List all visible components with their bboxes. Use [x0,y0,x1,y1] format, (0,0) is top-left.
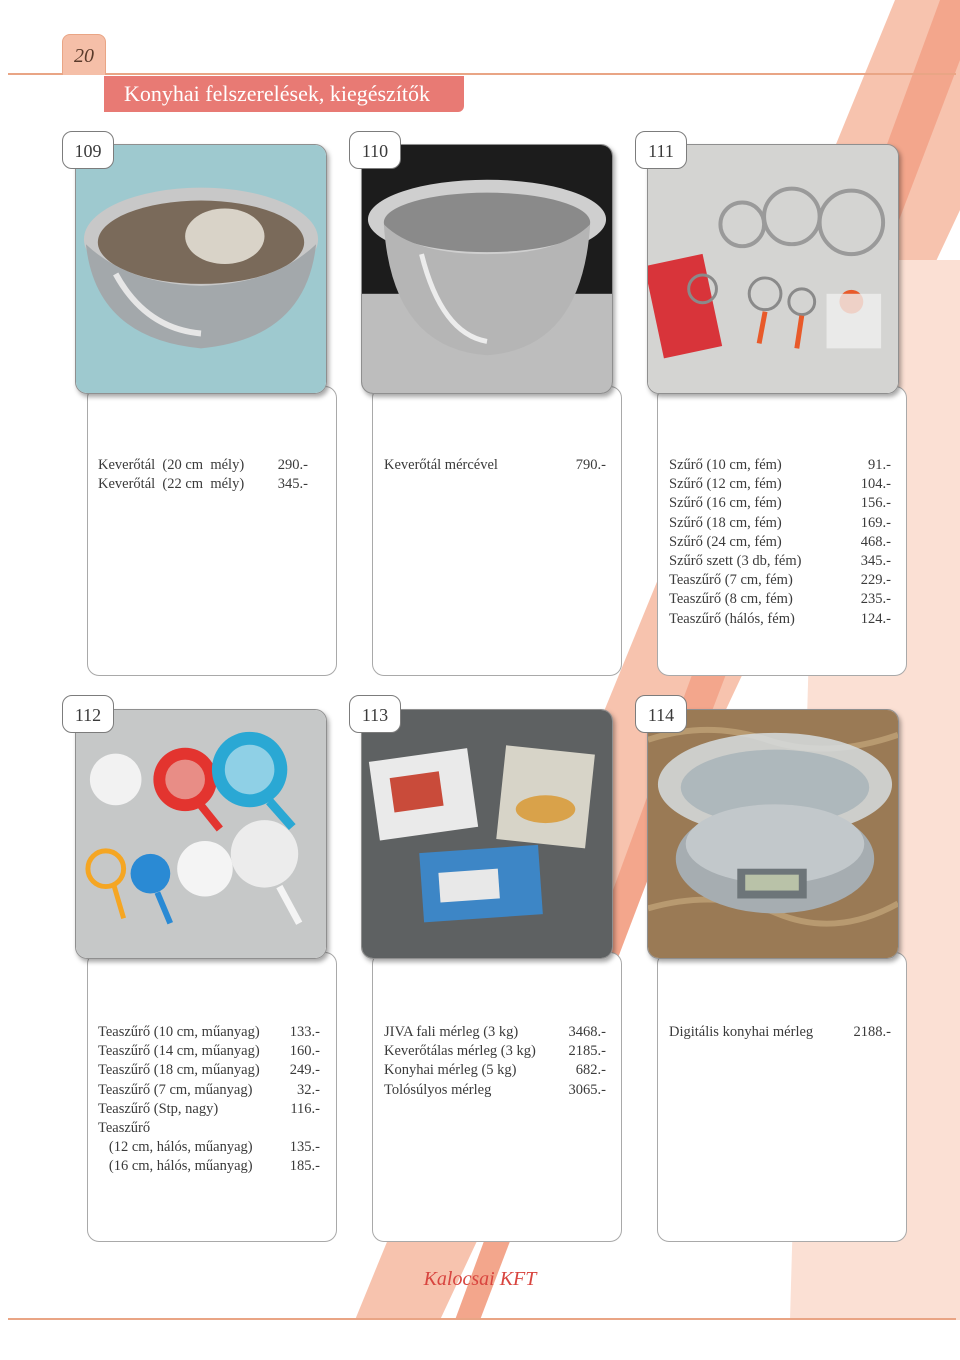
list-item: Teaszűrő (hálós, fém) 124.- [669,610,891,627]
list-item: (12 cm, hálós, műanyag) 135.- [98,1139,320,1156]
list-item: JIVA fali mérleg (3 kg) 3468.- [384,1024,606,1040]
list-item: Keverőtálas mérleg (3 kg) 2185.- [384,1043,606,1060]
item-list-111 [669,456,891,629]
list-item: Szűrő (18 cm, fém) 169.- [669,514,891,531]
product-number-111: 111 [635,131,687,169]
product-photo-114 [647,709,899,959]
product-photo-113 [361,709,613,959]
list-item: Teaszűrő (8 cm, fém) 235.- [669,591,891,608]
list-item: Digitális konyhai mérleg 2188.- [669,1024,891,1040]
item-list-113 [384,1023,606,1100]
product-card-114 [657,952,907,1242]
page-number: 20 [62,34,106,75]
item-list-112 [98,1023,320,1177]
top-rule [8,73,956,75]
company-name: Kalocsai KFT [423,1268,537,1290]
list-item: Szűrő szett (3 db, fém) 345.- [669,553,891,570]
bottom-rule [8,1318,956,1320]
section-title: Konyhai felszerelések, kiegészítők [104,76,464,112]
product-card-109 [87,386,337,676]
list-item: Szűrő (16 cm, fém) 156.- [669,495,891,512]
product-number-112: 112 [62,695,114,733]
list-item: Teaszűrő (10 cm, műanyag) 133.- [98,1024,320,1040]
item-list-110 [384,456,606,475]
product-card-110 [372,386,622,676]
list-item: Teaszűrő (Stp, nagy) 116.- [98,1100,320,1117]
list-item: Keverőtál mércével 790.- [384,457,606,473]
list-item: Szűrő (24 cm, fém) 468.- [669,533,891,550]
product-number-109: 109 [62,131,114,169]
product-photo-110 [361,144,613,394]
list-item: Szűrő (10 cm, fém) 91.- [669,457,891,473]
list-item: Tolósúlyos mérleg 3065.- [384,1081,606,1098]
product-number-110: 110 [349,131,401,169]
list-item: Teaszűrő [98,1120,151,1137]
product-photo-112 [75,709,327,959]
list-item: Konyhai mérleg (5 kg) 682.- [384,1062,606,1079]
list-item: Teaszűrő (7 cm, műanyag) 32.- [98,1081,320,1098]
list-item: Teaszűrő (18 cm, műanyag) 249.- [98,1062,320,1079]
list-item: Teaszűrő (14 cm, műanyag) 160.- [98,1043,320,1060]
item-list-109 [98,456,308,494]
list-item: Keverőtál (20 cm mély) 290.- [98,457,308,473]
product-number-114: 114 [635,695,687,733]
product-photo-109 [75,144,327,394]
list-item: (16 cm, hálós, műanyag) 185.- [98,1158,320,1175]
product-photo-111 [647,144,899,394]
product-number-113: 113 [349,695,401,733]
list-item: Szűrő (12 cm, fém) 104.- [669,476,891,493]
list-item: Teaszűrő (7 cm, fém) 229.- [669,572,891,589]
item-list-114 [669,1023,891,1042]
list-item: Keverőtál (22 cm mély) 345.- [98,476,308,493]
